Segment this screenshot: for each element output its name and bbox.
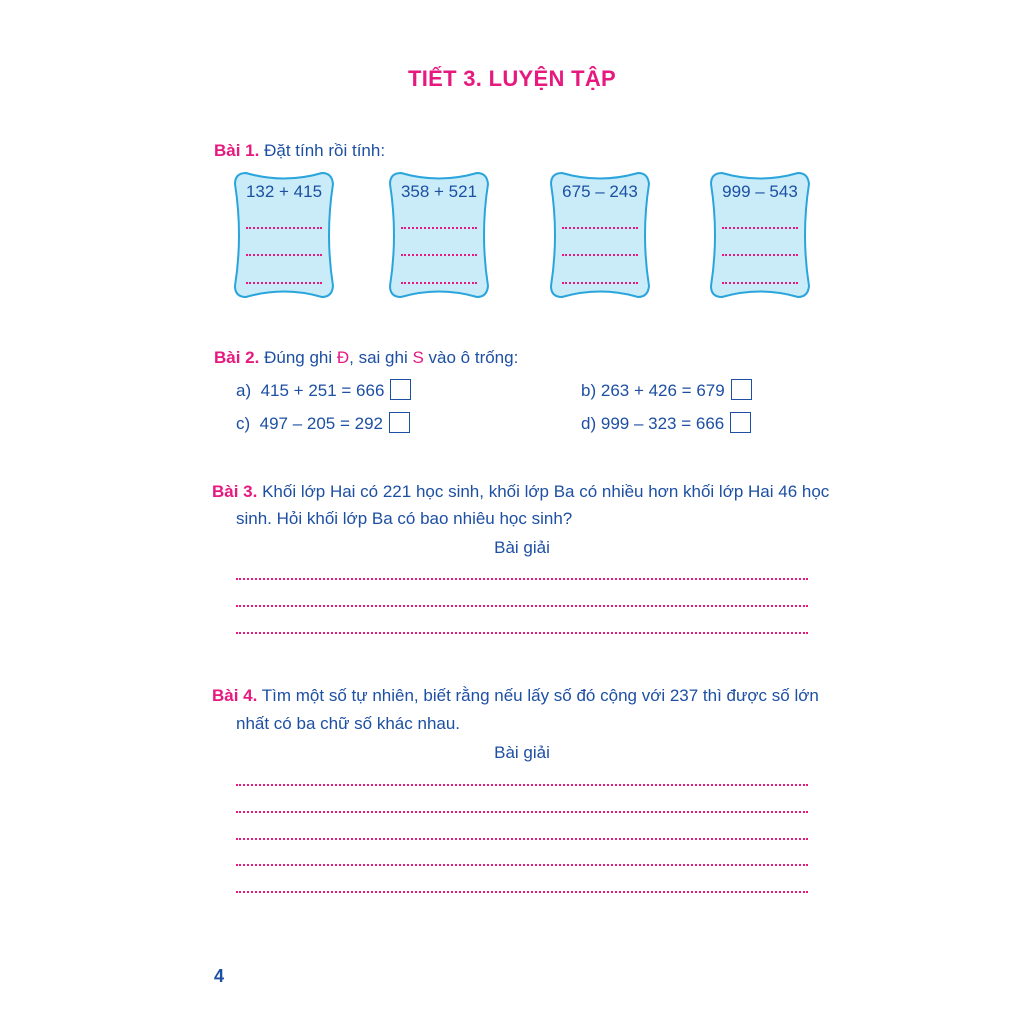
answer-line[interactable] xyxy=(401,254,477,256)
page-number: 4 xyxy=(214,966,225,986)
exercise-3-line-2: sinh. Hỏi khối lớp Ba có bao nhiêu học sinh? xyxy=(236,509,573,528)
exercise-2-item-b xyxy=(581,376,752,406)
answer-checkbox[interactable] xyxy=(730,412,751,433)
calc-card-4 xyxy=(708,170,812,300)
solution-heading: Bài giải xyxy=(494,538,550,557)
page-title: TIẾT 3. LUYỆN TẬP xyxy=(407,66,616,91)
instruction-text: Đúng ghi xyxy=(264,348,337,367)
answer-line[interactable] xyxy=(722,227,798,229)
answer-line[interactable] xyxy=(236,838,808,840)
exercise-1-instruction: Đặt tính rồi tính: xyxy=(264,141,386,160)
calc-card-3 xyxy=(548,170,652,300)
item-tag: d) xyxy=(581,414,597,433)
solution-heading: Bài giải xyxy=(494,743,550,762)
calc-card-2 xyxy=(387,170,491,300)
exercise-2-instruction xyxy=(264,348,518,367)
answer-line[interactable] xyxy=(722,254,798,256)
answer-line[interactable] xyxy=(236,578,808,580)
exercise-3-line-1 xyxy=(212,477,829,507)
answer-checkbox[interactable] xyxy=(390,379,411,400)
item-tag: b) xyxy=(581,381,597,400)
answer-line[interactable] xyxy=(401,227,477,229)
instruction-text: , sai ghi xyxy=(349,348,413,367)
item-expression: 415 + 251 = 666 xyxy=(260,381,385,400)
exercise-2-item-c xyxy=(236,409,410,439)
item-tag: c) xyxy=(236,414,251,433)
answer-line[interactable] xyxy=(236,891,808,893)
calc-card-1 xyxy=(232,170,336,300)
exercise-2-item-d xyxy=(581,409,751,439)
item-expression: 263 + 426 = 679 xyxy=(600,381,725,400)
item-tag: a) xyxy=(236,381,252,400)
answer-line[interactable] xyxy=(401,282,477,284)
answer-line[interactable] xyxy=(236,632,808,634)
calc-expression: 132 + 415 xyxy=(245,182,323,201)
answer-line[interactable] xyxy=(246,282,322,284)
calc-expression: 675 – 243 xyxy=(562,182,638,201)
exercise-3-label: Bài 3. xyxy=(212,482,258,501)
instruction-text: vào ô trống: xyxy=(423,348,519,367)
answer-checkbox[interactable] xyxy=(731,379,752,400)
exercise-3-text: Khối lớp Hai có 221 học sinh, khối lớp Ba có nhiều hơn khối lớp Hai 46 học xyxy=(262,482,830,501)
answer-line[interactable] xyxy=(246,227,322,229)
answer-line[interactable] xyxy=(236,605,808,607)
item-expression: 999 – 323 = 666 xyxy=(600,414,725,433)
answer-line[interactable] xyxy=(562,254,638,256)
calc-expression: 358 + 521 xyxy=(400,182,478,201)
answer-checkbox[interactable] xyxy=(389,412,410,433)
item-expression: 497 – 205 = 292 xyxy=(259,414,383,433)
exercise-4-label: Bài 4. xyxy=(212,686,258,705)
exercise-4-line-2: nhất có ba chữ số khác nhau. xyxy=(236,714,461,733)
true-letter: Đ xyxy=(336,348,350,367)
exercise-1-label: Bài 1. xyxy=(214,141,260,160)
answer-line[interactable] xyxy=(722,282,798,284)
false-letter: S xyxy=(412,348,424,367)
exercise-2-label: Bài 2. xyxy=(214,348,260,367)
calc-expression: 999 – 543 xyxy=(722,182,798,201)
exercise-4-line-1 xyxy=(212,681,819,711)
exercise-2-item-a xyxy=(236,376,411,406)
answer-line[interactable] xyxy=(236,784,808,786)
answer-line[interactable] xyxy=(236,811,808,813)
answer-line[interactable] xyxy=(562,227,638,229)
answer-line[interactable] xyxy=(236,864,808,866)
answer-line[interactable] xyxy=(246,254,322,256)
exercise-2-heading xyxy=(214,343,518,373)
exercise-1-heading xyxy=(214,136,385,166)
exercise-4-text: Tìm một số tự nhiên, biết rằng nếu lấy số đó cộng với 237 thì được số lớn xyxy=(261,686,819,705)
answer-line[interactable] xyxy=(562,282,638,284)
